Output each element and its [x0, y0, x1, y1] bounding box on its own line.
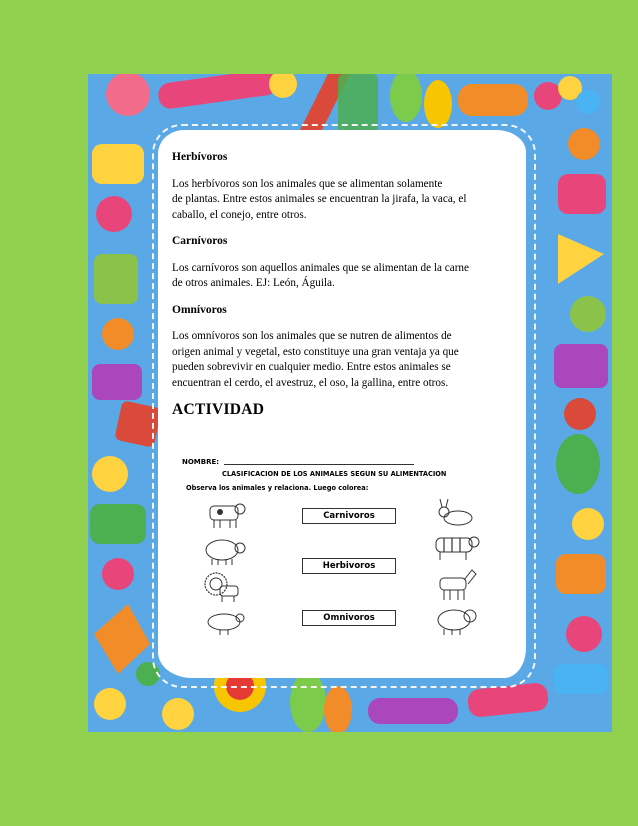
worksheet-title: CLASIFICACION DE LOS ANIMALES SEGUN SU ALIMENTACION	[222, 470, 447, 478]
horse-icon	[434, 568, 478, 602]
worksheet-instruction: Observa los animales y relaciona. Luego colorea:	[186, 484, 369, 492]
cow-icon	[202, 500, 248, 530]
activity-worksheet	[172, 448, 508, 648]
text-line: caballo, el conejo, entre otros.	[172, 208, 307, 221]
tiger-icon	[430, 530, 482, 562]
paragraph-carnivoros	[172, 261, 512, 292]
category-carnivoros: Carnivoros	[302, 508, 396, 524]
text-line: pueden sobrevivir en cualquier medio. Entre estos animales se	[172, 361, 451, 373]
pig-icon	[200, 534, 248, 566]
text-line: encuentran el cerdo, el avestruz, el oso, la gallina, entre otros.	[172, 376, 449, 389]
heading-herbivoros: Herbívoros	[172, 151, 228, 163]
text-line: origen animal y vegetal, esto constituye una gran ventaja ya que	[172, 345, 459, 358]
lion-icon	[202, 570, 242, 604]
bear-icon	[434, 604, 478, 636]
paragraph-herbivoros	[172, 177, 512, 224]
heading-carnivoros: Carnívoros	[172, 235, 228, 247]
rabbit-icon	[434, 498, 478, 528]
activity-title: ACTIVIDAD	[172, 401, 265, 418]
text-content	[172, 150, 512, 418]
text-line: Los carnívoros son aquellos animales que se alimentan de la carne	[172, 261, 469, 274]
text-line: de otros animales. EJ: León, Águila.	[172, 277, 335, 289]
text-line: Los omnívoros son los animales que se nutren de alimentos de	[172, 330, 452, 342]
worksheet-name-label: NOMBRE:	[182, 458, 220, 466]
text-line: de plantas. Entre estos animales se encuentran la jirafa, la vaca, el	[172, 193, 467, 205]
category-omnivoros: Omnivoros	[302, 610, 396, 626]
worksheet-name-line	[224, 464, 414, 465]
hen-icon	[200, 608, 248, 636]
paragraph-omnivoros	[172, 329, 512, 391]
heading-omnivoros: Omnívoros	[172, 303, 227, 316]
text-line: Los herbívoros son los animales que se alimentan solamente	[172, 177, 443, 190]
category-herbivoros: Herbivoros	[302, 558, 396, 574]
